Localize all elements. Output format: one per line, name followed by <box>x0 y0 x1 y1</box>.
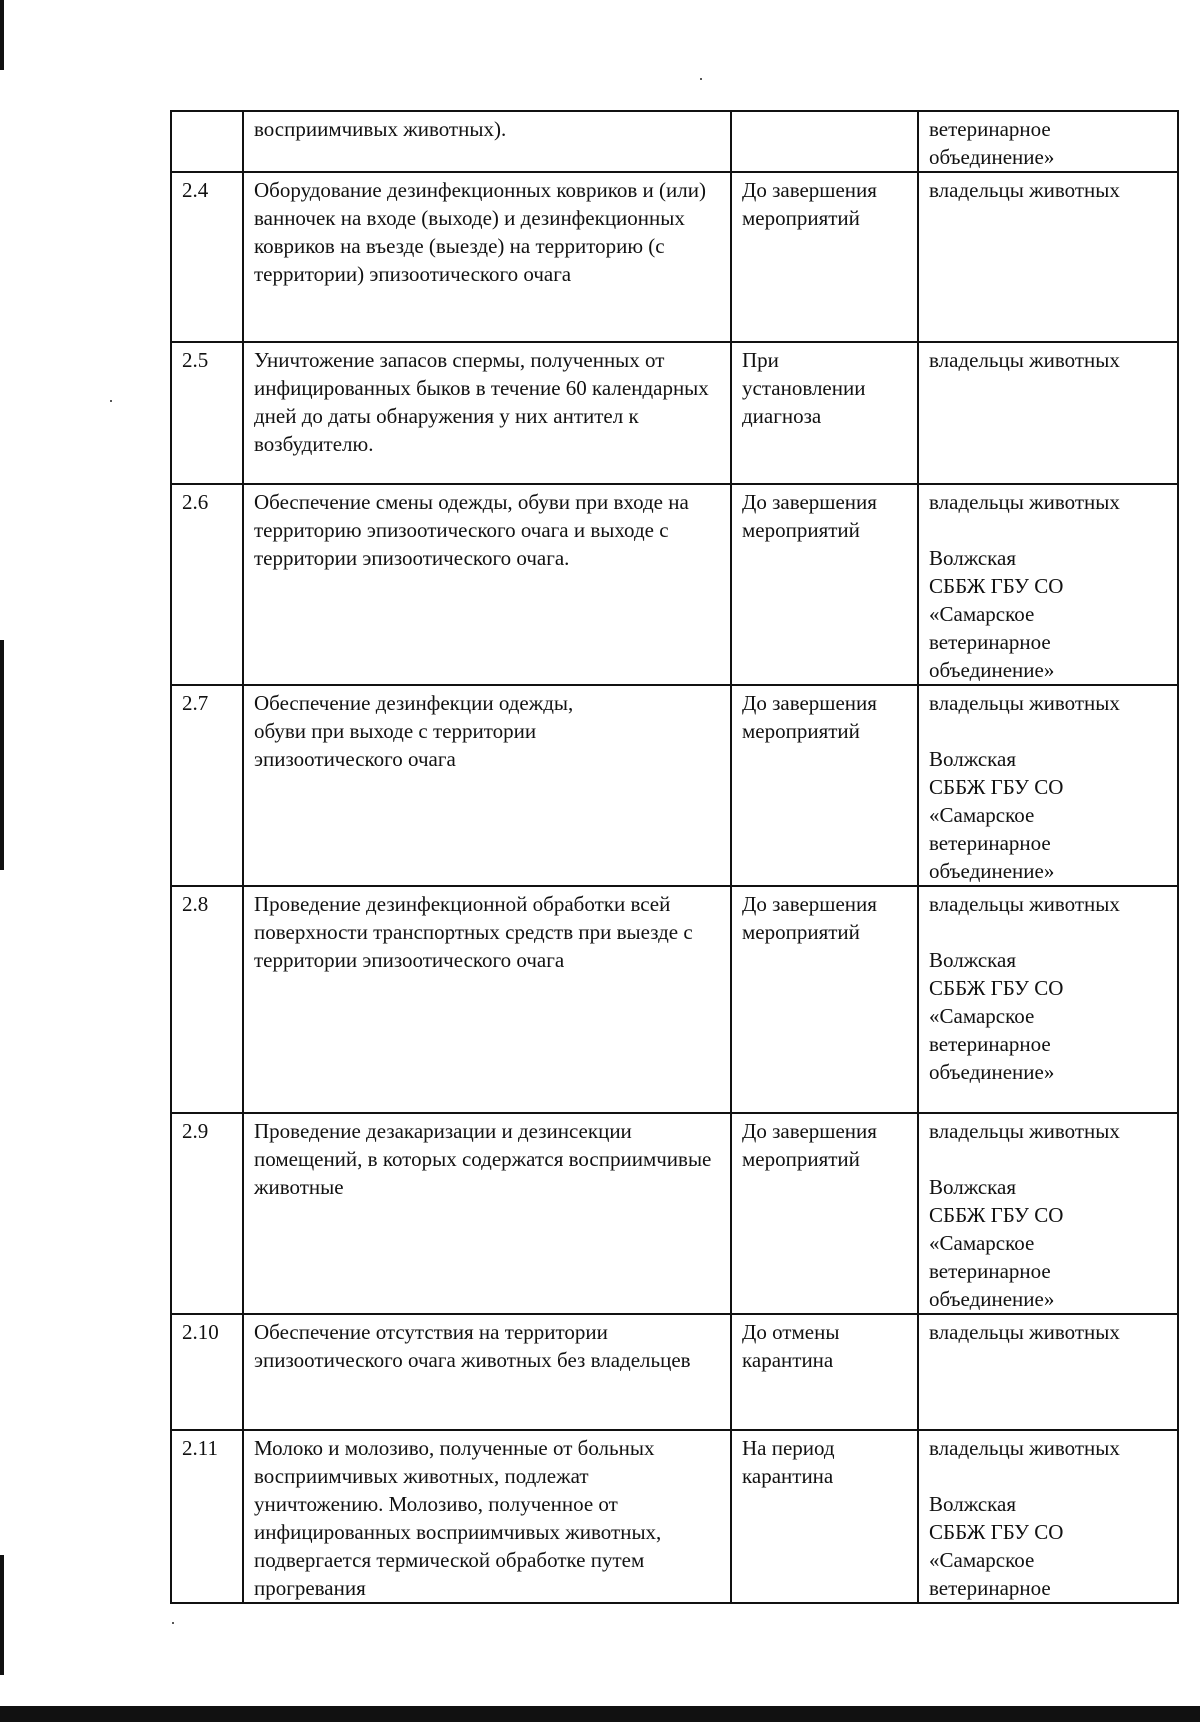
table-row <box>171 886 1178 1113</box>
row-number: 2.4 <box>171 172 243 342</box>
row-term: До отмены карантина <box>731 1314 918 1430</box>
measures-table <box>170 110 1179 1604</box>
table-row <box>171 172 1178 342</box>
row-number: 2.11 <box>171 1430 243 1603</box>
table-row <box>171 1430 1178 1603</box>
row-number: 2.6 <box>171 484 243 685</box>
row-responsible: владельцы животных <box>918 1314 1178 1430</box>
table-row <box>171 1113 1178 1314</box>
row-responsible: ветеринарное объединение» <box>918 111 1178 172</box>
row-term: При установлении диагноза <box>731 342 918 484</box>
row-action: Проведение дезакаризации и дезинсекции помещений, в которых содержатся восприимчивые животные <box>243 1113 731 1314</box>
row-number: 2.8 <box>171 886 243 1113</box>
row-term: На период карантина <box>731 1430 918 1603</box>
row-action: Обеспечение смены одежды, обуви при входе на территорию эпизоотического очага и выходе с территории эпизоотического очага. <box>243 484 731 685</box>
row-term: До завершения мероприятий <box>731 1113 918 1314</box>
scan-speck <box>172 1622 174 1624</box>
scan-edge-mark <box>0 0 4 70</box>
row-responsible: владельцы животных Волжская СББЖ ГБУ СО «Самарское ветеринарное объединение» <box>918 484 1178 685</box>
row-responsible: владельцы животных Волжская СББЖ ГБУ СО «Самарское ветеринарное объединение» <box>918 685 1178 886</box>
table-row <box>171 111 1178 172</box>
scan-speck <box>110 400 112 402</box>
row-action: Оборудование дезинфекционных ковриков и (или) ванночек на входе (выходе) и дезинфекционных ковриков на въезде (выезде) на территорию (с территории) эпизоотического очага <box>243 172 731 342</box>
row-term: До завершения мероприятий <box>731 886 918 1113</box>
row-action: Обеспечение дезинфекции одежды, обуви при выходе с территории эпизоотического очага <box>243 685 731 886</box>
row-responsible: владельцы животных Волжская СББЖ ГБУ СО «Самарское ветеринарное <box>918 1430 1178 1603</box>
row-action: Молоко и молозиво, полученные от больных восприимчивых животных, подлежат уничтожению. Молозиво, полученное от инфицированных восприимчивых животных, подвергается термической обработке путем прогревания <box>243 1430 731 1603</box>
row-action: Обеспечение отсутствия на территории эпизоотического очага животных без владельцев <box>243 1314 731 1430</box>
table-row <box>171 685 1178 886</box>
table-row <box>171 342 1178 484</box>
row-term: До завершения мероприятий <box>731 172 918 342</box>
row-action: Проведение дезинфекционной обработки всей поверхности транспортных средств при выезде с территории эпизоотического очага <box>243 886 731 1113</box>
row-responsible: владельцы животных Волжская СББЖ ГБУ СО «Самарское ветеринарное объединение» <box>918 1113 1178 1314</box>
scan-bottom-band <box>0 1706 1200 1722</box>
scan-speck <box>700 78 702 80</box>
row-number <box>171 111 243 172</box>
table-row <box>171 1314 1178 1430</box>
row-number: 2.10 <box>171 1314 243 1430</box>
row-action: Уничтожение запасов спермы, полученных от инфицированных быков в течение 60 календарных дней до даты обнаружения у них антител к возбудителю. <box>243 342 731 484</box>
scan-edge-mark <box>0 640 4 870</box>
row-term: До завершения мероприятий <box>731 484 918 685</box>
row-number: 2.7 <box>171 685 243 886</box>
row-responsible: владельцы животных <box>918 172 1178 342</box>
table-row <box>171 484 1178 685</box>
row-responsible: владельцы животных Волжская СББЖ ГБУ СО «Самарское ветеринарное объединение» <box>918 886 1178 1113</box>
row-responsible: владельцы животных <box>918 342 1178 484</box>
row-term: До завершения мероприятий <box>731 685 918 886</box>
row-term <box>731 111 918 172</box>
scan-edge-mark <box>0 1555 4 1675</box>
row-action: восприимчивых животных). <box>243 111 731 172</box>
row-number: 2.5 <box>171 342 243 484</box>
row-number: 2.9 <box>171 1113 243 1314</box>
